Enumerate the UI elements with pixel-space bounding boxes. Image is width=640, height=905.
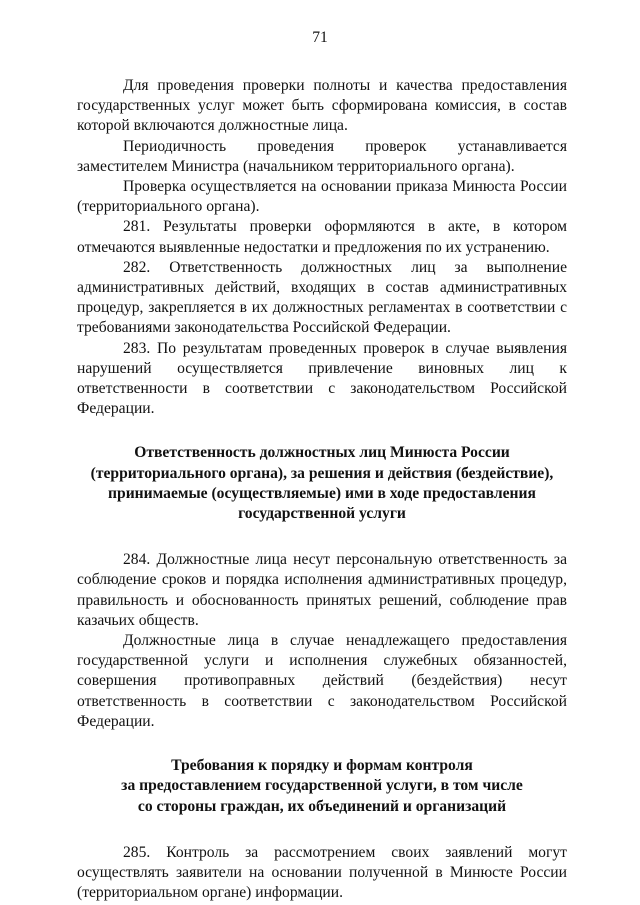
heading-line: за предоставлением государственной услуги, в том числе [121,777,523,795]
heading-line: Требования к порядку и формам контроля [171,757,473,775]
heading-line: государственной услуги [238,505,406,523]
document-body [77,76,567,903]
heading-line: со стороны граждан, их объединений и организаций [137,797,507,815]
paragraph-281: 281. Результаты проверки оформляются в акте, в котором отмечаются выявленные недостатки и предложения по их устранению. [77,218,567,256]
paragraph-285: 285. Контроль за рассмотрением своих заявлений могут осуществлять заявители на основании полученной в Минюсте России (территориальном органе) информации. [77,843,567,902]
heading-line: (территориального органа), за решения и действия (бездействие), [90,464,554,482]
page-number: 71 [312,29,328,46]
paragraph-commission: Для проведения проверки полноты и качества предоставления государственных услуг может быть сформирована комиссия, в состав которой включаются должностные лица. [77,77,567,135]
section-heading-responsibility [77,443,567,524]
paragraph-284: 284. Должностные лица несут персональную ответственность за соблюдение сроков и порядка исполнения административных процедур, правильность и обоснованность принятых решений, соблюдение прав казачьих обществ. [77,551,567,629]
paragraph-282: 282. Ответственность должностных лиц за выполнение административных действий, входящих в состав административных процедур, закрепляется в их должностных регламентах в соответствии с требованиями законодательства Российской Федерации. [77,258,567,337]
section-heading-control-requirements [77,756,567,817]
heading-line: Ответственность должностных лиц Минюста России [134,444,510,462]
paragraph-improper-service: Должностные лица в случае ненадлежащего предоставления государственной услуги и исполнения служебных обязанностей, совершения противоправных действий (бездействия) несут ответственность в соответствии с законодательством Российской Федерации. [77,632,567,730]
paragraph-periodicity: Периодичность проведения проверок устанавливается заместителем Министра (начальником территориального органа). [77,137,567,175]
paragraph-basis: Проверка осуществляется на основании приказа Минюста России (территориального органа). [77,178,567,216]
paragraph-283: 283. По результатам проведенных проверок в случае выявления нарушений осуществляется привлечение виновных лиц к ответственности в соответствии с законодательством Российской Федерации. [77,339,567,418]
heading-line: принимаемые (осуществляемые) ими в ходе предоставления [108,484,536,502]
